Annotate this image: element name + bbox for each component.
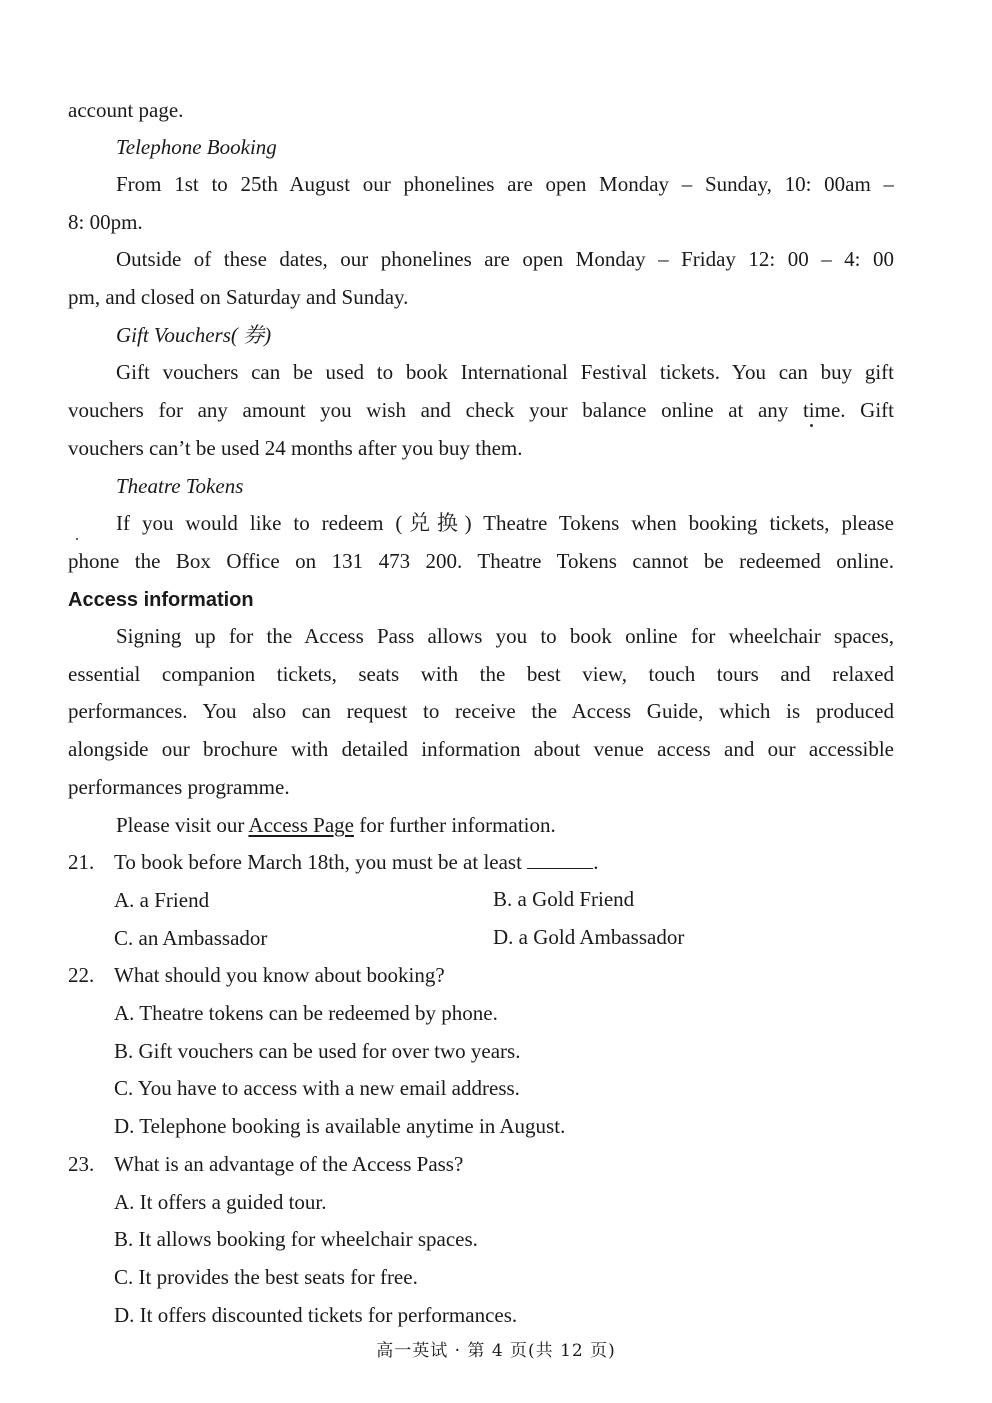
question-21-number: 21. — [68, 850, 95, 874]
access-paragraph-line-1: Signing up for the Access Pass allows you to book online for wheelchair spaces, — [116, 624, 894, 648]
question-21-option-d[interactable]: D. a Gold Ambassador — [493, 925, 685, 949]
page-footer: 高一英试 · 第 4 页(共 12 页) — [376, 1341, 616, 1361]
question-23-option-c[interactable]: C. It provides the best seats for free. — [114, 1265, 418, 1289]
access-page-post-text: for further information. — [353, 813, 556, 837]
access-information-heading: Access information — [68, 589, 254, 611]
question-22-option-c[interactable]: C. You have to access with a new email address. — [114, 1076, 520, 1100]
access-page-pre-text: Please visit our — [116, 813, 249, 837]
telephone-paragraph-2-line-1: Outside of these dates, our phonelines are open Monday – Friday 12: 00 – 4: 00 — [116, 247, 894, 271]
answer-blank — [527, 850, 593, 869]
question-21-option-a[interactable]: A. a Friend — [114, 888, 210, 912]
question-23-option-d[interactable]: D. It offers discounted tickets for performances. — [114, 1303, 518, 1327]
access-paragraph-line-3: performances. You also can request to receive the Access Guide, which is produced — [68, 699, 894, 723]
question-21-stem — [114, 848, 598, 876]
question-23-option-b[interactable]: B. It allows booking for wheelchair spaces. — [114, 1227, 478, 1251]
question-21-option-b[interactable]: B. a Gold Friend — [493, 887, 635, 911]
theatre-tokens-line-1: If you would like to redeem (兑换) Theatre Tokens when booking tickets, please — [116, 511, 894, 535]
question-22-number: 22. — [68, 963, 95, 987]
theatre-tokens-line-2: phone the Box Office on 131 473 200. Theatre Tokens cannot be redeemed online. — [68, 549, 894, 573]
question-21-option-c[interactable]: C. an Ambassador — [114, 926, 268, 950]
theatre-tokens-heading: Theatre Tokens — [116, 474, 244, 498]
telephone-booking-heading: Telephone Booking — [116, 135, 277, 159]
question-22-option-a[interactable]: A. Theatre tokens can be redeemed by phone. — [114, 1001, 498, 1025]
gift-vouchers-heading: Gift Vouchers( 券) — [116, 323, 272, 347]
question-21-stem-end: . — [593, 850, 599, 874]
question-22-stem: What should you know about booking? — [114, 963, 445, 987]
question-21-stem-text: To book before March 18th, you must be at least — [114, 850, 522, 874]
access-page-paragraph — [116, 811, 556, 839]
scan-speck — [810, 424, 813, 427]
access-paragraph-line-5: performances programme. — [68, 775, 290, 799]
gift-vouchers-line-3: vouchers can’t be used 24 months after you buy them. — [68, 436, 523, 460]
access-paragraph-line-2: essential companion tickets, seats with the best view, touch tours and relaxed — [68, 662, 894, 686]
telephone-paragraph-1-line-2: 8: 00pm. — [68, 210, 143, 234]
continuation-line: account page. — [68, 98, 184, 122]
telephone-paragraph-1-line-1: From 1st to 25th August our phonelines are open Monday – Sunday, 10: 00am – — [116, 172, 894, 196]
question-22-option-d[interactable]: D. Telephone booking is available anytime in August. — [114, 1114, 566, 1138]
question-23-stem: What is an advantage of the Access Pass? — [114, 1152, 464, 1176]
access-page-link[interactable]: Access Page — [248, 813, 354, 837]
gift-vouchers-line-1: Gift vouchers can be used to book International Festival tickets. You can buy gift — [116, 360, 894, 384]
scan-speck — [76, 538, 78, 540]
telephone-paragraph-2-line-2: pm, and closed on Saturday and Sunday. — [68, 285, 409, 309]
question-23-number: 23. — [68, 1152, 95, 1176]
question-22-option-b[interactable]: B. Gift vouchers can be used for over two years. — [114, 1039, 521, 1063]
gift-vouchers-line-2: vouchers for any amount you wish and check your balance online at any time. Gift — [68, 398, 894, 422]
access-paragraph-line-4: alongside our brochure with detailed information about venue access and our accessible — [68, 737, 894, 761]
question-23-option-a[interactable]: A. It offers a guided tour. — [114, 1190, 327, 1214]
